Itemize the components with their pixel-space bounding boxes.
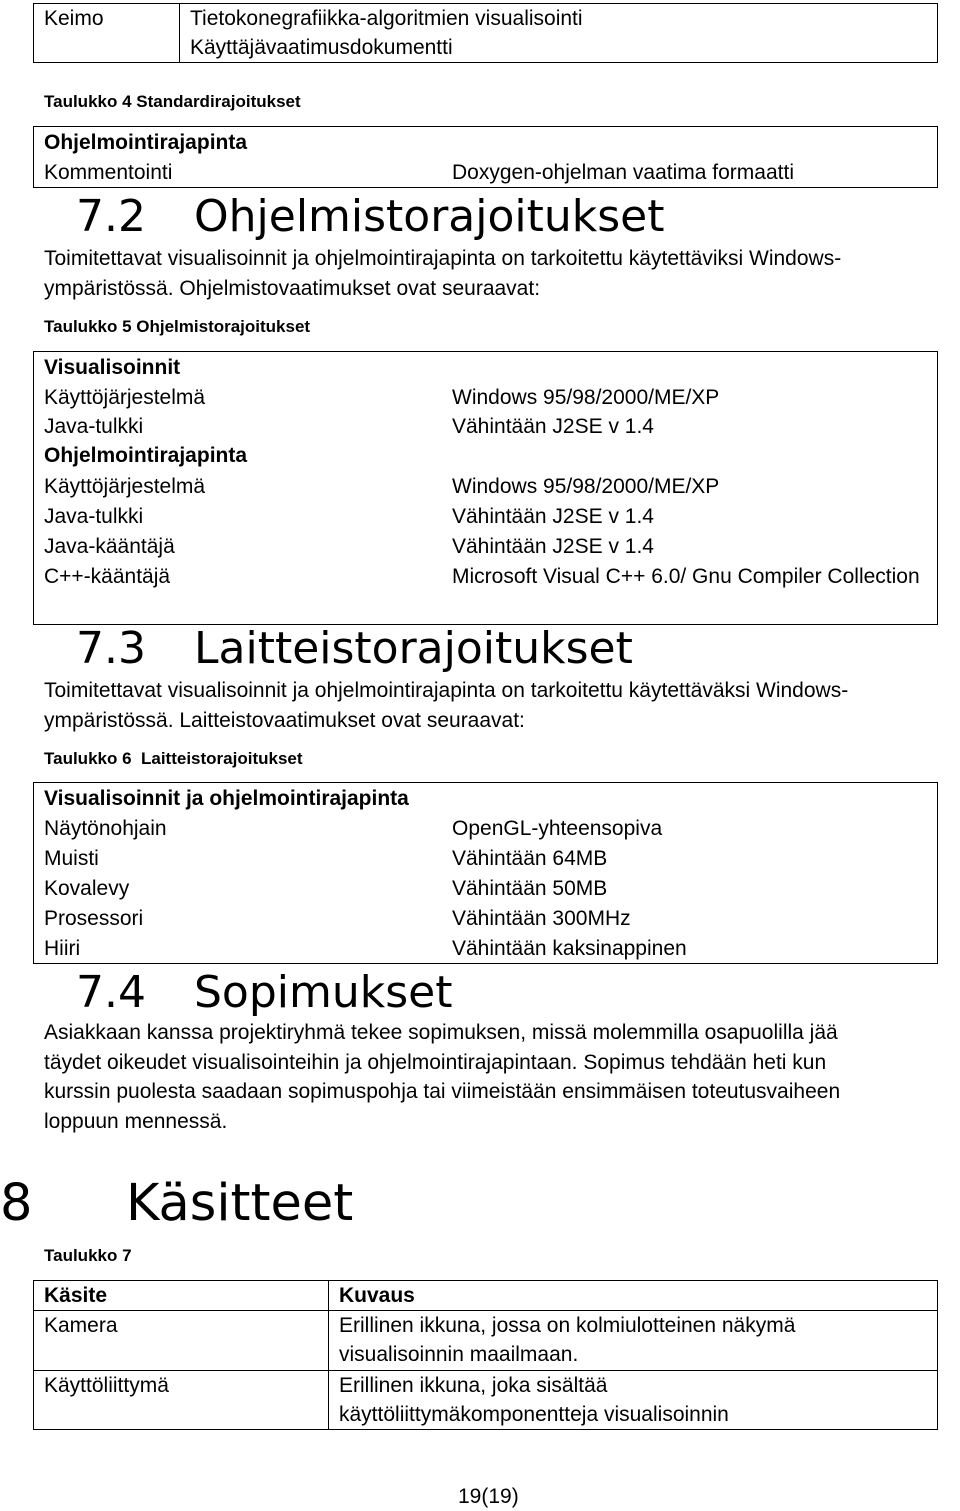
table4-value: Doxygen-ohjelman vaatima formaatti — [452, 161, 794, 184]
table5-heading1: Visualisoinnit — [44, 356, 181, 379]
table5-row-label: Java-tulkki — [44, 415, 144, 438]
section-7-3-text: Toimitettavat visualisoinnit ja ohjelmointirajapinta on tarkoitettu käytettäväksi Windows-ympäristössä. Laitteistovaatimukset ovat seuraavat: — [44, 679, 849, 732]
section-title: Ohjelmistorajoitukset — [194, 191, 665, 242]
table4-label: Kommentointi — [44, 161, 173, 184]
table6-heading: Visualisoinnit ja ohjelmointirajapinta — [44, 787, 409, 810]
table7-term: Käyttöliittymä — [34, 1370, 329, 1429]
table6-row-value: Vähintään 50MB — [452, 877, 608, 900]
table6-row-value: Vähintään 64MB — [452, 847, 608, 870]
section-number: 7.2 — [76, 191, 146, 242]
section-7-2-text: Toimitettavat visualisoinnit ja ohjelmointirajapinta on tarkoitettu käytettäviksi Windows-ympäristössä. Ohjelmistovaatimukset ovat seuraavat: — [44, 247, 842, 300]
table4-caption: Taulukko 4 Standardirajoitukset — [44, 92, 301, 111]
table7-desc: Erillinen ikkuna, joka sisältää käyttöliittymäkomponentteja visualisoinnin — [329, 1370, 938, 1429]
section-7-4-text: Asiakkaan kanssa projektiryhmä tekee sopimuksen, missä molemmilla osapuolilla jää täydet oikeudet visualisointeihin ja ohjelmointirajapintaan. Sopimus tehdään heti kun kurssin puolesta saadaan sopimuspohja tai viimeistään ensimmäisen toteutusvaiheen loppuun mennessä. — [44, 1021, 841, 1133]
section-number: 8 — [0, 1174, 33, 1233]
page-number: 19(19) — [458, 1485, 519, 1508]
table5-row-label: Käyttöjärjestelmä — [44, 386, 206, 409]
table5-row-value: Microsoft Visual C++ 6.0/ Gnu Compiler Collection — [452, 565, 920, 588]
table6-row-label: Hiiri — [44, 937, 81, 960]
table6-row-label: Kovalevy — [44, 877, 130, 900]
table7-term: Kamera — [34, 1311, 329, 1370]
section-title: Laitteistorajoitukset — [194, 623, 633, 674]
table5-row-label: Käyttöjärjestelmä — [44, 475, 206, 498]
header-line1: Tietokonegrafiikka-algoritmien visualisointi — [190, 7, 583, 30]
section-7-2-heading — [76, 192, 665, 242]
header-left: Keimo — [34, 4, 180, 63]
section-7-4-heading — [76, 968, 452, 1018]
section-7-3-heading — [76, 624, 633, 674]
table5-row-label: C++-kääntäjä — [44, 565, 171, 588]
header-title — [180, 4, 938, 63]
header-table — [33, 3, 938, 63]
table7-col1-header: Käsite — [34, 1281, 329, 1311]
table5-caption: Taulukko 5 Ohjelmistorajoitukset — [44, 317, 311, 336]
table6-row-value: Vähintään kaksinappinen — [452, 937, 687, 960]
table7-col2-header: Kuvaus — [329, 1281, 938, 1311]
table5-row-value: Windows 95/98/2000/ME/XP — [452, 386, 720, 409]
table6-row-label: Muisti — [44, 847, 99, 870]
section-number: 7.3 — [76, 623, 146, 674]
table5-row-value: Vähintään J2SE v 1.4 — [452, 505, 654, 528]
table6-row-value: Vähintään 300MHz — [452, 907, 631, 930]
table6-row-value: OpenGL-yhteensopiva — [452, 817, 663, 840]
table6-row-label: Prosessori — [44, 907, 144, 930]
header-line2: Käyttäjävaatimusdokumentti — [190, 36, 453, 59]
table7 — [33, 1280, 938, 1430]
table6-caption: Taulukko 6 Laitteistorajoitukset — [44, 749, 303, 768]
table5-row-value: Windows 95/98/2000/ME/XP — [452, 475, 720, 498]
table5-row-label: Java-tulkki — [44, 505, 144, 528]
section-title: Sopimukset — [194, 967, 453, 1018]
table6-row-label: Näytönohjain — [44, 817, 167, 840]
table7-desc: Erillinen ikkuna, jossa on kolmiulotteinen näkymä visualisoinnin maailmaan. — [329, 1311, 938, 1370]
table5-heading2: Ohjelmointirajapinta — [44, 444, 248, 467]
table7-caption: Taulukko 7 — [44, 1246, 132, 1265]
table4-heading: Ohjelmointirajapinta — [44, 131, 248, 154]
table5-row-value: Vähintään J2SE v 1.4 — [452, 535, 654, 558]
table5-row-value: Vähintään J2SE v 1.4 — [452, 415, 654, 438]
section-8-heading — [0, 1175, 353, 1233]
table5-row-label: Java-kääntäjä — [44, 535, 175, 558]
section-number: 7.4 — [76, 967, 146, 1018]
section-title: Käsitteet — [126, 1174, 354, 1233]
